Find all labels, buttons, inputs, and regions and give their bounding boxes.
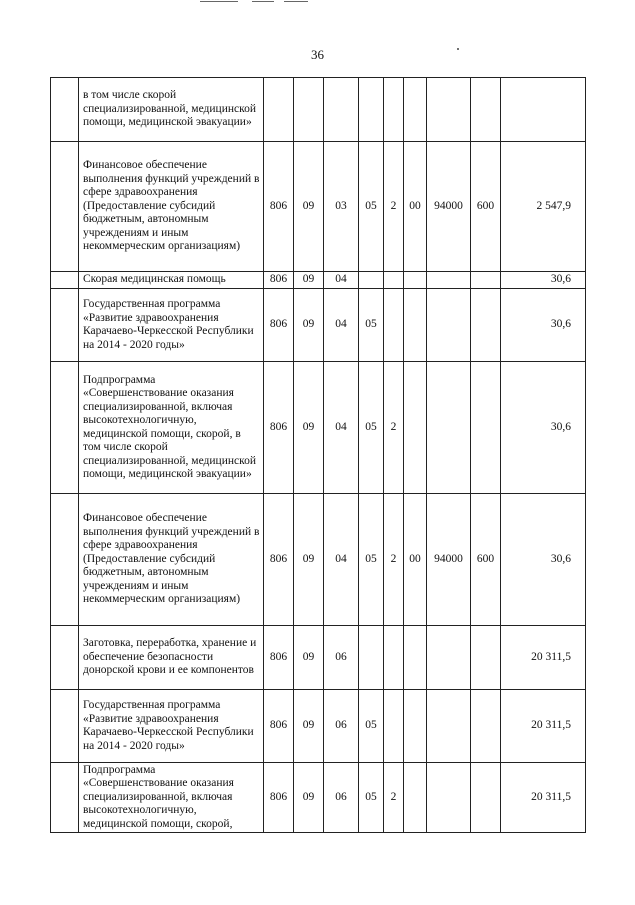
cell-section-code: 09 xyxy=(294,362,324,494)
scan-artifact-marks xyxy=(200,0,310,4)
cell-program-code xyxy=(359,626,384,690)
cell-expense-type-code xyxy=(471,362,501,494)
cell-section-code: 09 xyxy=(294,690,324,763)
cell-main-event-code xyxy=(404,763,427,833)
cell-main-event-code xyxy=(404,289,427,362)
cell-section-code: 09 xyxy=(294,763,324,833)
cell-main-event-code xyxy=(404,78,427,142)
cell-direction-code: 94000 xyxy=(427,494,471,626)
cell-row-number xyxy=(51,142,79,272)
cell-direction-code xyxy=(427,362,471,494)
cell-name: Финансовое обеспечение выполнения функций учреждений в сфере здравоохранения (Предоставление субсидий бюджетным, автономным учреждениям и иным некоммерческим организациям) xyxy=(79,142,264,272)
cell-program-code: 05 xyxy=(359,690,384,763)
cell-name: Подпрограмма «Совершенствование оказания специализированной, включая высокотехнологичную, медицинской помощи, скорой, в том числе скорой специализированной, медицинской помощи, медицинской эвакуации» xyxy=(79,362,264,494)
cell-subsection-code: 03 xyxy=(324,142,359,272)
scan-dot xyxy=(457,48,459,50)
cell-main-event-code xyxy=(404,626,427,690)
cell-program-code: 05 xyxy=(359,494,384,626)
cell-section-code: 09 xyxy=(294,142,324,272)
cell-amount: 30,6 xyxy=(501,289,586,362)
cell-ministry-code: 806 xyxy=(264,763,294,833)
cell-direction-code xyxy=(427,78,471,142)
cell-direction-code: 94000 xyxy=(427,142,471,272)
cell-subsection-code: 04 xyxy=(324,272,359,289)
cell-amount: 2 547,9 xyxy=(501,142,586,272)
table-row xyxy=(51,289,586,362)
cell-ministry-code: 806 xyxy=(264,690,294,763)
cell-row-number xyxy=(51,362,79,494)
cell-amount: 20 311,5 xyxy=(501,763,586,833)
cell-subsection-code: 06 xyxy=(324,690,359,763)
cell-expense-type-code: 600 xyxy=(471,142,501,272)
table-row xyxy=(51,494,586,626)
cell-expense-type-code xyxy=(471,626,501,690)
cell-ministry-code: 806 xyxy=(264,494,294,626)
cell-subprogram-code xyxy=(384,272,404,289)
cell-expense-type-code xyxy=(471,78,501,142)
cell-subsection-code: 06 xyxy=(324,626,359,690)
cell-row-number xyxy=(51,763,79,833)
table-row xyxy=(51,78,586,142)
cell-row-number xyxy=(51,494,79,626)
cell-section-code: 09 xyxy=(294,494,324,626)
cell-subprogram-code: 2 xyxy=(384,142,404,272)
table-row xyxy=(51,626,586,690)
cell-subsection-code: 06 xyxy=(324,763,359,833)
table-body xyxy=(51,78,586,833)
cell-name: Скорая медицинская помощь xyxy=(79,272,264,289)
cell-amount: 30,6 xyxy=(501,362,586,494)
table-row xyxy=(51,142,586,272)
cell-amount xyxy=(501,78,586,142)
cell-main-event-code: 00 xyxy=(404,494,427,626)
cell-direction-code xyxy=(427,289,471,362)
budget-table xyxy=(50,77,586,833)
cell-expense-type-code xyxy=(471,272,501,289)
cell-subprogram-code: 2 xyxy=(384,763,404,833)
page-number: 36 xyxy=(311,47,324,62)
cell-program-code: 05 xyxy=(359,142,384,272)
cell-ministry-code: 806 xyxy=(264,626,294,690)
table-row xyxy=(51,690,586,763)
cell-name: Заготовка, переработка, хранение и обеспечение безопасности донорской крови и ее компонентов xyxy=(79,626,264,690)
table-row xyxy=(51,272,586,289)
cell-program-code xyxy=(359,272,384,289)
cell-expense-type-code xyxy=(471,763,501,833)
cell-section-code: 09 xyxy=(294,272,324,289)
cell-subsection-code: 04 xyxy=(324,289,359,362)
cell-main-event-code xyxy=(404,272,427,289)
cell-direction-code xyxy=(427,690,471,763)
cell-row-number xyxy=(51,78,79,142)
cell-subprogram-code xyxy=(384,690,404,763)
cell-program-code xyxy=(359,78,384,142)
cell-subsection-code: 04 xyxy=(324,362,359,494)
cell-subprogram-code xyxy=(384,289,404,362)
cell-row-number xyxy=(51,690,79,763)
cell-ministry-code: 806 xyxy=(264,362,294,494)
cell-direction-code xyxy=(427,272,471,289)
cell-subprogram-code: 2 xyxy=(384,494,404,626)
cell-section-code xyxy=(294,78,324,142)
cell-row-number xyxy=(51,626,79,690)
cell-section-code: 09 xyxy=(294,289,324,362)
cell-name: Подпрограмма «Совершенствование оказания специализированной, включая высокотехнологичную, медицинской помощи, скорой, xyxy=(79,763,264,833)
cell-amount: 20 311,5 xyxy=(501,690,586,763)
cell-direction-code xyxy=(427,626,471,690)
cell-name: Финансовое обеспечение выполнения функций учреждений в сфере здравоохранения (Предоставление субсидий бюджетным, автономным учреждениям и иным некоммерческим организациям) xyxy=(79,494,264,626)
cell-name: Государственная программа «Развитие здравоохранения Карачаево-Черкесской Республики на 2014 - 2020 годы» xyxy=(79,690,264,763)
cell-ministry-code: 806 xyxy=(264,272,294,289)
cell-subsection-code: 04 xyxy=(324,494,359,626)
cell-row-number xyxy=(51,272,79,289)
cell-name: Государственная программа «Развитие здравоохранения Карачаево-Черкесской Республики на 2014 - 2020 годы» xyxy=(79,289,264,362)
cell-name: в том числе скорой специализированной, медицинской помощи, медицинской эвакуации» xyxy=(79,78,264,142)
cell-subprogram-code xyxy=(384,78,404,142)
cell-expense-type-code xyxy=(471,690,501,763)
cell-main-event-code: 00 xyxy=(404,142,427,272)
cell-subprogram-code xyxy=(384,626,404,690)
cell-program-code: 05 xyxy=(359,362,384,494)
cell-section-code: 09 xyxy=(294,626,324,690)
cell-ministry-code: 806 xyxy=(264,142,294,272)
cell-subsection-code xyxy=(324,78,359,142)
cell-subprogram-code: 2 xyxy=(384,362,404,494)
cell-amount: 30,6 xyxy=(501,272,586,289)
cell-program-code: 05 xyxy=(359,289,384,362)
cell-expense-type-code: 600 xyxy=(471,494,501,626)
cell-direction-code xyxy=(427,763,471,833)
cell-main-event-code xyxy=(404,362,427,494)
cell-ministry-code xyxy=(264,78,294,142)
cell-amount: 30,6 xyxy=(501,494,586,626)
table-row xyxy=(51,362,586,494)
cell-expense-type-code xyxy=(471,289,501,362)
table-row xyxy=(51,763,586,833)
cell-ministry-code: 806 xyxy=(264,289,294,362)
cell-program-code: 05 xyxy=(359,763,384,833)
cell-amount: 20 311,5 xyxy=(501,626,586,690)
cell-row-number xyxy=(51,289,79,362)
cell-main-event-code xyxy=(404,690,427,763)
